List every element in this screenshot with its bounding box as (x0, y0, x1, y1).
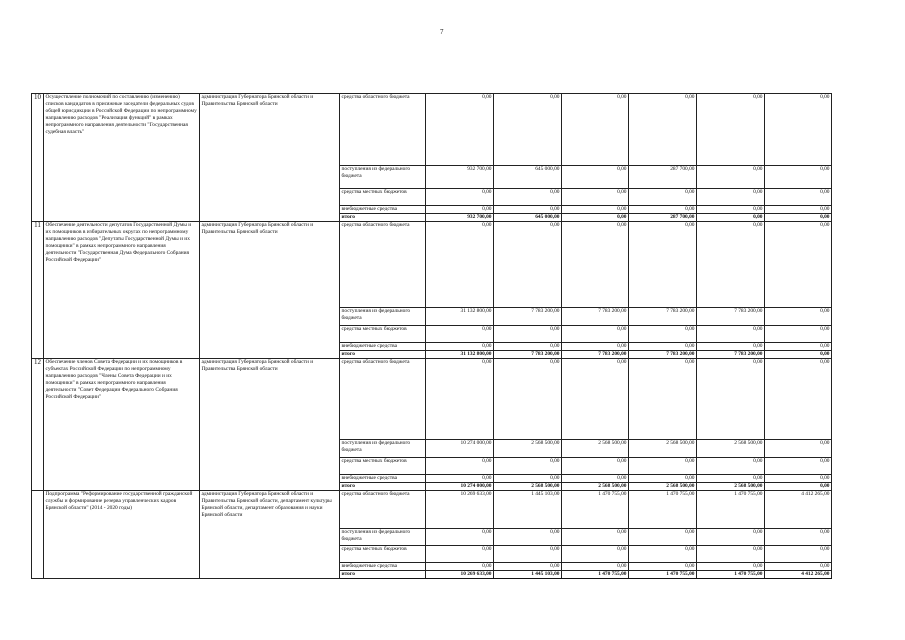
amount-cell: 0,00 (494, 546, 562, 563)
amount-cell: 1 470 755,00 (697, 491, 765, 529)
amount-cell: 1 445 103,00 (494, 491, 562, 529)
amount-cell: 0,00 (697, 166, 765, 189)
amount-cell: 0,00 (765, 343, 832, 351)
amount-cell: 645 000,00 (494, 214, 562, 222)
amount-cell: 0,00 (697, 475, 765, 483)
amount-cell: 1 445 103,00 (494, 571, 562, 579)
amount-cell: 0,00 (426, 326, 494, 343)
funding-source: внебюджетные средства (340, 343, 426, 351)
amount-cell: 0,00 (765, 308, 832, 326)
amount-cell: 10 274 000,00 (426, 483, 494, 491)
amount-cell: 1 470 755,00 (562, 491, 629, 529)
executor: администрация Губернатора Брянской области и Правительства Брянской области (200, 359, 340, 491)
amount-cell: 0,00 (629, 529, 697, 546)
amount-cell: 0,00 (494, 359, 562, 440)
funding-source: итого (340, 214, 426, 222)
funding-source: средства областного бюджета (340, 491, 426, 529)
amount-cell: 2 568 500,00 (629, 483, 697, 491)
page-number: 7 (440, 28, 444, 36)
amount-cell: 2 568 500,00 (494, 483, 562, 491)
amount-cell: 0,00 (629, 546, 697, 563)
funding-source: средства местных бюджетов (340, 189, 426, 206)
amount-cell: 0,00 (426, 458, 494, 475)
funding-source: средства местных бюджетов (340, 326, 426, 343)
amount-cell: 0,00 (629, 94, 697, 166)
row-number: 10 (32, 94, 44, 222)
amount-cell: 0,00 (562, 546, 629, 563)
amount-cell: 0,00 (697, 563, 765, 571)
amount-cell: 0,00 (697, 214, 765, 222)
funding-source: поступления из федерального бюджета (340, 440, 426, 458)
executor: администрация Губернатора Брянской области и Правительства Брянской области, департамент культуры Брянской области, департамент образования и науки Брянской области (200, 491, 340, 579)
funding-source: средства местных бюджетов (340, 546, 426, 563)
amount-cell: 0,00 (426, 359, 494, 440)
funding-source: поступления из федерального бюджета (340, 166, 426, 189)
table-row (32, 359, 832, 440)
funding-source: средства областного бюджета (340, 359, 426, 440)
amount-cell: 932 700,00 (426, 166, 494, 189)
amount-cell: 0,00 (629, 475, 697, 483)
amount-cell: 0,00 (697, 343, 765, 351)
funding-source: внебюджетные средства (340, 563, 426, 571)
amount-cell: 2 568 500,00 (562, 440, 629, 458)
funding-source: поступления из федерального бюджета (340, 308, 426, 326)
amount-cell: 7 783 200,00 (697, 351, 765, 359)
amount-cell: 0,00 (426, 546, 494, 563)
row-number: 12 (32, 359, 44, 491)
amount-cell: 0,00 (562, 94, 629, 166)
amount-cell: 0,00 (697, 206, 765, 214)
amount-cell: 0,00 (765, 359, 832, 440)
amount-cell: 0,00 (562, 475, 629, 483)
amount-cell: 932 700,00 (426, 214, 494, 222)
amount-cell: 0,00 (562, 214, 629, 222)
funding-source: итого (340, 571, 426, 579)
amount-cell: 0,00 (426, 94, 494, 166)
measure-name: Подпрограмма "Реформирование государственной гражданской службы и формирование резерва управленческих кадров Брянской области" (2014 - 2020 годы) (44, 491, 200, 579)
amount-cell: 0,00 (494, 326, 562, 343)
measure-name: Обеспечение деятельности депутатов Государственной Думы и их помощников в избирательных округах по непрограммному направлению расходов "Депутаты Государственной Думы и их помощники" в рамках непрограммного направления деятельности "Государственная Дума Федерального Собрания Российской Федерации" (44, 222, 200, 359)
amount-cell: 7 783 200,00 (629, 351, 697, 359)
amount-cell: 0,00 (629, 206, 697, 214)
amount-cell: 0,00 (765, 483, 832, 491)
amount-cell: 0,00 (562, 166, 629, 189)
row-number (32, 491, 44, 579)
amount-cell: 0,00 (562, 189, 629, 206)
amount-cell: 0,00 (562, 529, 629, 546)
funding-source: внебюджетные средства (340, 206, 426, 214)
amount-cell: 0,00 (562, 326, 629, 343)
amount-cell: 31 132 800,00 (426, 308, 494, 326)
funding-source: средства областного бюджета (340, 94, 426, 166)
amount-cell: 0,00 (765, 351, 832, 359)
amount-cell: 0,00 (494, 94, 562, 166)
table-row (32, 222, 832, 308)
table-row (32, 94, 832, 166)
measure-name: Обеспечение членов Совета Федерации и их помощников в субъектах Российской Федерации по непрограммному направлению расходов "Члены Совета Федерации и их помощники" в рамках непрограммного направления деятельности "Совет Федерации Федерального Собрания Российской Федерации" (44, 359, 200, 491)
executor: администрация Губернатора Брянской области и Правительства Брянской области (200, 222, 340, 359)
funding-source: поступления из федерального бюджета (340, 529, 426, 546)
amount-cell: 0,00 (697, 529, 765, 546)
amount-cell: 0,00 (765, 440, 832, 458)
amount-cell: 0,00 (494, 563, 562, 571)
amount-cell: 0,00 (629, 189, 697, 206)
amount-cell: 4 412 265,00 (765, 491, 832, 529)
amount-cell: 0,00 (426, 189, 494, 206)
amount-cell: 0,00 (697, 94, 765, 166)
amount-cell: 7 783 200,00 (494, 308, 562, 326)
amount-cell: 0,00 (765, 222, 832, 308)
funding-source: итого (340, 483, 426, 491)
amount-cell: 0,00 (765, 458, 832, 475)
amount-cell: 0,00 (629, 359, 697, 440)
amount-cell: 0,00 (494, 189, 562, 206)
budget-table (31, 93, 832, 579)
amount-cell: 0,00 (697, 359, 765, 440)
amount-cell: 0,00 (765, 189, 832, 206)
amount-cell: 0,00 (562, 359, 629, 440)
amount-cell: 0,00 (765, 475, 832, 483)
amount-cell: 0,00 (765, 326, 832, 343)
amount-cell: 1 470 755,00 (697, 571, 765, 579)
amount-cell: 287 700,00 (629, 166, 697, 189)
amount-cell: 10 269 633,00 (426, 491, 494, 529)
amount-cell: 7 783 200,00 (562, 351, 629, 359)
amount-cell: 0,00 (426, 206, 494, 214)
amount-cell: 0,00 (562, 206, 629, 214)
amount-cell: 0,00 (562, 222, 629, 308)
amount-cell: 4 412 265,00 (765, 571, 832, 579)
amount-cell: 645 000,00 (494, 166, 562, 189)
funding-source: внебюджетные средства (340, 475, 426, 483)
amount-cell: 2 568 500,00 (562, 483, 629, 491)
funding-source: средства местных бюджетов (340, 458, 426, 475)
amount-cell: 0,00 (697, 458, 765, 475)
funding-source: средства областного бюджета (340, 222, 426, 308)
amount-cell: 0,00 (697, 189, 765, 206)
amount-cell: 7 783 200,00 (697, 308, 765, 326)
amount-cell: 7 783 200,00 (562, 308, 629, 326)
amount-cell: 0,00 (494, 475, 562, 483)
amount-cell: 0,00 (765, 546, 832, 563)
amount-cell: 2 568 500,00 (697, 483, 765, 491)
amount-cell: 2 568 500,00 (629, 440, 697, 458)
amount-cell: 0,00 (426, 529, 494, 546)
amount-cell: 0,00 (629, 343, 697, 351)
amount-cell: 0,00 (629, 563, 697, 571)
amount-cell: 7 783 200,00 (494, 351, 562, 359)
amount-cell: 0,00 (562, 343, 629, 351)
amount-cell: 0,00 (426, 222, 494, 308)
amount-cell: 0,00 (494, 206, 562, 214)
amount-cell: 1 470 755,00 (629, 491, 697, 529)
amount-cell: 0,00 (494, 529, 562, 546)
amount-cell: 10 274 000,00 (426, 440, 494, 458)
amount-cell: 0,00 (765, 94, 832, 166)
amount-cell: 0,00 (629, 222, 697, 308)
amount-cell: 0,00 (629, 326, 697, 343)
amount-cell: 0,00 (765, 206, 832, 214)
amount-cell: 31 132 800,00 (426, 351, 494, 359)
amount-cell: 10 269 633,00 (426, 571, 494, 579)
amount-cell: 0,00 (765, 563, 832, 571)
amount-cell: 0,00 (426, 475, 494, 483)
table-row (32, 491, 832, 529)
amount-cell: 2 568 500,00 (697, 440, 765, 458)
amount-cell: 0,00 (562, 458, 629, 475)
amount-cell: 0,00 (629, 458, 697, 475)
amount-cell: 0,00 (765, 166, 832, 189)
amount-cell: 0,00 (697, 326, 765, 343)
measure-name: Осуществление полномочий по составлению (изменению) списков кандидатов в присяжные заседатели федеральных судов общей юрисдикции в Российской Федерации по непрограммному направлению расходов "Реализация функций" в рамках непрограммного направления деятельности "Государственная судебная власть" (44, 94, 200, 222)
row-number: 11 (32, 222, 44, 359)
amount-cell: 0,00 (697, 222, 765, 308)
amount-cell: 2 568 500,00 (494, 440, 562, 458)
amount-cell: 0,00 (426, 343, 494, 351)
amount-cell: 1 470 755,00 (629, 571, 697, 579)
funding-source: итого (340, 351, 426, 359)
executor: администрация Губернатора Брянской области и Правительства Брянской области (200, 94, 340, 222)
amount-cell: 0,00 (765, 214, 832, 222)
amount-cell: 1 470 755,00 (562, 571, 629, 579)
amount-cell: 0,00 (697, 546, 765, 563)
amount-cell: 7 783 200,00 (629, 308, 697, 326)
amount-cell: 0,00 (426, 563, 494, 571)
amount-cell: 0,00 (562, 563, 629, 571)
amount-cell: 287 700,00 (629, 214, 697, 222)
amount-cell: 0,00 (494, 458, 562, 475)
amount-cell: 0,00 (494, 343, 562, 351)
amount-cell: 0,00 (494, 222, 562, 308)
amount-cell: 0,00 (765, 529, 832, 546)
